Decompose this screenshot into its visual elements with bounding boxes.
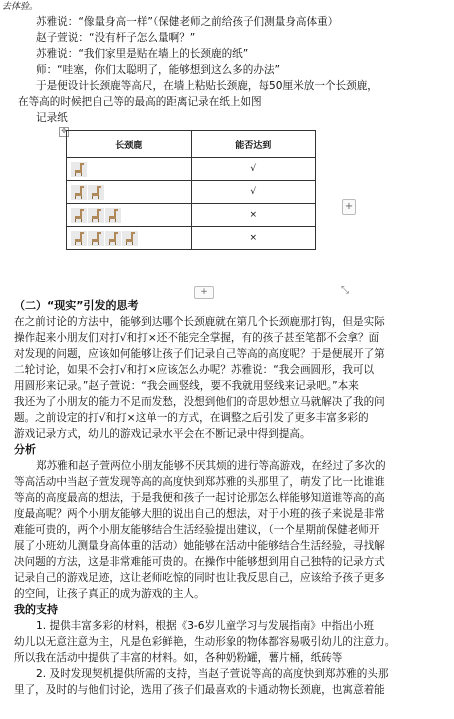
- paragraph-line: 展了小班幼儿测量身高体重的活动）她能够在活动中能够结合生活经验，寻找解: [14, 540, 385, 552]
- table-row: [67, 204, 316, 227]
- column-header-giraffe: 长颈鹿: [67, 131, 192, 158]
- paragraph-line: 的空间，让孩子真正的成为游戏的主人。: [14, 588, 205, 600]
- paragraph-line: 决问题的方法，这是非常难能可贵的。在操作中能够想到用自己独特的记录方式: [14, 556, 385, 568]
- paragraph-line: 在之前讨论的方法中，能够到达哪个长颈鹿就在第几个长颈鹿那打钩，但是实际: [14, 316, 385, 328]
- giraffe-icon: [105, 208, 121, 223]
- dialogue-line: 师：“哇塞，你们太聪明了，能够想到这么多的办法”: [36, 64, 281, 76]
- paragraph-line: 里了，及时的与他们讨论，选用了孩子们最喜欢的卡通动物长颈鹿，也寓意着能: [14, 684, 385, 696]
- top-fragment: 去体验。: [2, 2, 39, 12]
- dialogue-line: 于是便设计长颈鹿等高尺，在墙上粘贴长颈鹿，每50厘米放一个长颈鹿，: [36, 80, 378, 92]
- analysis-heading: 分析: [14, 443, 36, 456]
- paragraph-line: 郑苏雅和赵子萱两位小朋友能够不厌其烦的进行等高游戏，在经过了多次的: [36, 460, 386, 472]
- add-column-button[interactable]: +: [342, 199, 356, 215]
- paragraph-line: 幼儿以无意注意为主，凡是色彩鲜艳，生动形象的物体都容易吸引幼儿的注意力。: [14, 636, 396, 648]
- section-heading: （二）“现实”引发的思考: [14, 299, 139, 312]
- dialogue-line: 在等高的时候把自己等的最高的距离记录在纸上如图: [18, 96, 262, 108]
- table-move-handle[interactable]: ✥: [59, 127, 69, 137]
- giraffe-cell: [67, 227, 192, 250]
- dialogue-line: 赵子萱说：“没有杆子怎么量啊？”: [36, 32, 196, 44]
- result-cell: √: [191, 158, 316, 181]
- giraffe-icon: [122, 231, 138, 246]
- giraffe-cell: [67, 204, 192, 227]
- giraffe-icon: [71, 208, 87, 223]
- paragraph-line: 所以我在活动中提供了丰富的材料。如，各种奶粉罐，薯片桶，纸砖等: [14, 652, 343, 664]
- table-row: [67, 158, 316, 181]
- paragraph-line: 等高的高度最高的想法，于是我便和孩子一起讨论那怎么样能够知道谁等高的高: [14, 492, 385, 504]
- table-row: [67, 181, 316, 204]
- resize-handle-icon[interactable]: ⤡: [341, 285, 349, 296]
- support-heading: 我的支持: [14, 603, 58, 616]
- result-cell: ×: [191, 227, 316, 250]
- paragraph-line: 我还为了小朋友的能力不足而发愁，没想到他们的奇思妙想立马就解决了我的问: [14, 396, 385, 408]
- paragraph-line: 难能可贵的，两个小朋友能够结合生活经验提出建议，（一个星期前保健老师开: [14, 524, 380, 536]
- result-cell: ×: [191, 204, 316, 227]
- giraffe-icon: [88, 231, 104, 246]
- paragraph-line: 游戏记录方式，幼儿的游戏记录水平会在不断记录中得到提高。: [14, 428, 311, 440]
- column-header-reach: 能否达到: [191, 131, 316, 158]
- dialogue-line: 苏雅说：“我们家里是贴在墙上的长颈鹿的纸”: [36, 48, 249, 60]
- paragraph-line: 对发现的问题，应该如何能够让孩子们记录自己等高的高度呢？于是便展开了第: [14, 348, 385, 360]
- giraffe-icon: [88, 208, 104, 223]
- add-row-button[interactable]: +: [194, 286, 214, 299]
- giraffe-cell: [67, 181, 192, 204]
- result-cell: √: [191, 181, 316, 204]
- paragraph-line: 等高活动中当赵子萱发现等高的高度快到郑苏雅的头那里了，萌发了比一比谁谁: [14, 476, 385, 488]
- giraffe-icon: [105, 231, 121, 246]
- paragraph-line: 二轮讨论，如果不会打√和打×应该怎么办呢？苏雅说：“我会画圆形，我可以: [14, 364, 375, 376]
- paragraph-line: 度最高呢？两个小朋友能够大胆的说出自己的想法，对于小班的孩子来说是非常: [14, 508, 385, 520]
- dialogue-line: 苏雅说：“像量身高一样”（保健老师之前给孩子们测量身高体重）: [36, 16, 339, 28]
- record-table: [66, 130, 316, 250]
- paragraph-line: 用圆形来记录。”赵子萱说：“我会画竖线，要不我就用竖线来记录吧。”本来: [14, 380, 359, 392]
- table-row: [67, 227, 316, 250]
- giraffe-icon: [71, 185, 87, 200]
- giraffe-icon: [88, 185, 104, 200]
- table-header-row: [67, 131, 316, 158]
- paragraph-line: 1. 提供丰富多彩的材料，根据《3-6岁儿童学习与发展指南》中指出小班: [36, 620, 374, 632]
- giraffe-icon: [71, 231, 87, 246]
- paragraph-line: 题。之前设定的打√和打×这单一的方式，在调整之后引发了更多丰富多彩的: [14, 412, 369, 424]
- giraffe-cell: [67, 158, 192, 181]
- giraffe-icon: [71, 162, 87, 177]
- paragraph-line: 2. 及时发现契机提供所需的支持，当赵子萱说等高的高度快到郑苏雅的头那: [36, 668, 389, 680]
- record-paper-label: 记录纸: [36, 112, 68, 124]
- paragraph-line: 操作起来小朋友们对打√和打×还不能完全掌握，有的孩子甚至笔都不会拿？面: [14, 332, 380, 344]
- paragraph-line: 记录自己的游戏足迹，这让老师吃惊的同时也让我反思自己，应该给予孩子更多: [14, 572, 385, 584]
